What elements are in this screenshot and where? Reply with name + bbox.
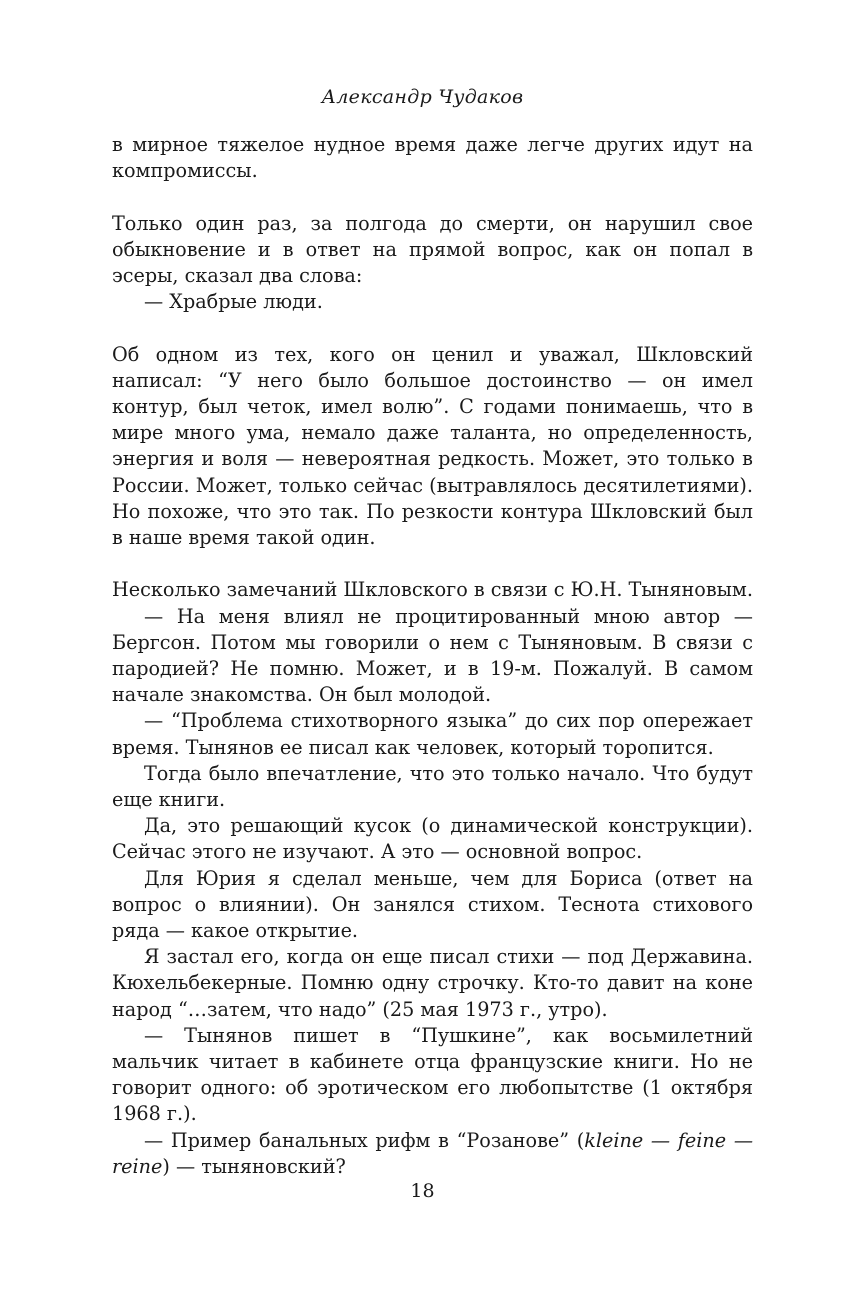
section-break [112, 315, 753, 341]
page-number: 18 [410, 1180, 435, 1202]
dialogue-line: — Тынянов пишет в “Пушкине”, как восьмилетний мальчик читает в кабинете отца французские книги. Но не говорит одного: об эротическом его любопытстве (1 октября 1968 г.). [112, 1023, 753, 1126]
dialogue-line [112, 1128, 753, 1180]
paragraph: Я застал его, когда он еще писал стихи — под Державина. Кюхельбекерные. Помню одну строчку. Кто-то давит на коне народ “…затем, что надо” (25 мая 1973 г., утро). [112, 945, 753, 1021]
dialogue-line: — “Проблема стихотворного языка” до сих пор опережает время. Тынянов ее писал как человек, который торопится. [112, 709, 753, 759]
rhyme-examples: kleine — feine — reine [112, 1128, 754, 1178]
rhyme-tail: ) — тыняновский? [162, 1154, 346, 1178]
rhyme-lead: — Пример банальных рифм в “Розанове” ( [144, 1128, 585, 1152]
section-break [112, 184, 753, 210]
running-title: Александр Чудаков [321, 86, 524, 108]
paragraph: Для Юрия я сделал меньше, чем для Бориса (ответ на вопрос о влиянии). Он занялся стихом. Теснота стихового ряда — какое открытие. [112, 866, 753, 943]
dialogue-line: — На меня влиял не процитированный мною автор — Бергсон. Потом мы говорили о нем с Тыняновым. В связи с пародией? Не помню. Может, и в 19-м. Пожалуй. В самом начале знакомства. Он был молодой. [112, 604, 753, 707]
paragraph: Об одном из тех, кого он ценил и уважал, Шкловский написал: “У него было большое достоинство — он имел контур, был четок, имел волю”. С годами понимаешь, что в мире много ума, немало даже таланта, но определенность, энергия и воля — невероятная редкость. Может, это только в России. Может, только сейчас (вытравлялось десятилетиями). Но похоже, что это так. По резкости контура Шкловский был в наше время такой один. [112, 342, 753, 550]
dialogue-line: — Храбрые люди. [144, 290, 323, 314]
paragraph: Тогда было впечатление, что это только начало. Что будут еще книги. [112, 761, 753, 812]
paragraph: в мирное тяжелое нудное время даже легче других идут на компромиссы. [112, 133, 753, 183]
paragraph: Только один раз, за полгода до смерти, он нарушил свое обыкновение и в ответ на прямой вопрос, как он попал в эсеры, сказал два слова: [112, 211, 753, 287]
body-text [112, 132, 753, 1180]
paragraph: Несколько замечаний Шкловского в связи с Ю.Н. Тыняновым. [112, 578, 753, 602]
section-break [112, 551, 753, 577]
paragraph: Да, это решающий кусок (о динамической конструкции). Сейчас этого не изучают. А это — основной вопрос. [112, 814, 753, 864]
